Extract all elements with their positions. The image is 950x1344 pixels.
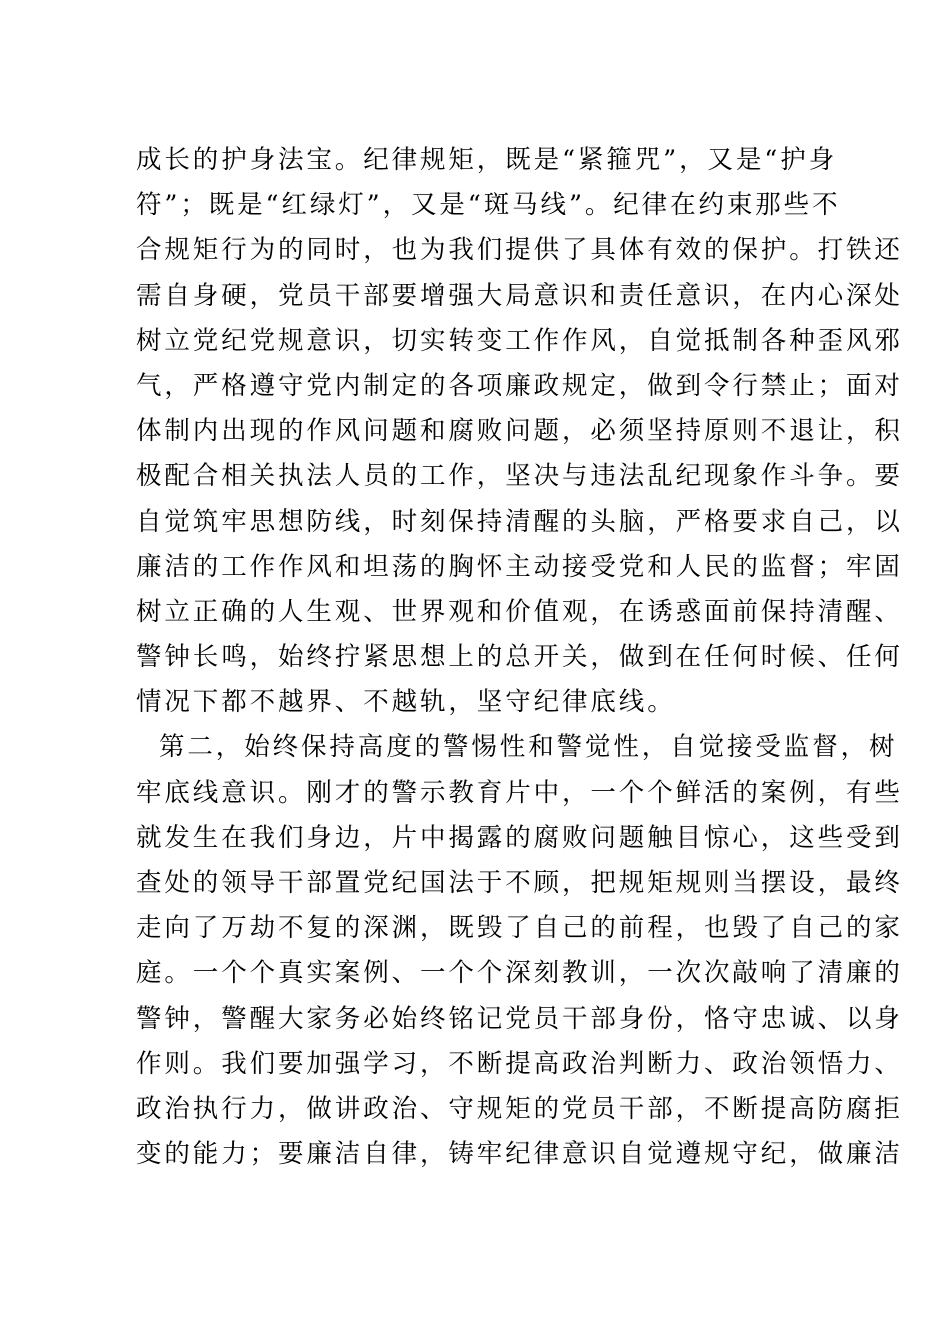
text-line: 符”；既是“红绿灯”，又是“斑马线”。纪律在约束那些不: [136, 190, 841, 221]
text-line: 政治执行力，做讲政治、守规矩的党员干部，不断提高防腐拒: [136, 1093, 903, 1124]
text-line: 第二，始终保持高度的警惕性和警觉性，自觉接受监督，树: [159, 732, 898, 763]
text-line: 合规矩行为的同时，也为我们提供了具体有效的保护。打铁还: [136, 235, 903, 266]
text-line: 需自身硬，党员干部要增强大局意识和责任意识，在内心深处: [136, 280, 903, 311]
text-line: 作则。我们要加强学习，不断提高政治判断力、政治领悟力、: [136, 1048, 903, 1079]
paragraph-1: [136, 138, 903, 725]
text-line: 廉洁的工作作风和坦荡的胸怀主动接受党和人民的监督；牢固: [136, 551, 903, 582]
text-line: 庭。一个个真实案例、一个个深刻教训，一次次敲响了清廉的: [136, 958, 903, 989]
paragraph-2: [136, 725, 903, 1177]
text-line: 情况下都不越界、不越轨，坚守纪律底线。: [136, 687, 676, 718]
text-line: 极配合相关执法人员的工作，坚决与违法乱纪现象作斗争。要: [136, 461, 903, 492]
text-line: 树立党纪党规意识，切实转变工作作风，自觉抵制各种歪风邪: [136, 325, 903, 356]
text-line: 就发生在我们身边，片中揭露的腐败问题触目惊心，这些受到: [136, 822, 903, 853]
body-text: [136, 138, 903, 1177]
text-line: 树立正确的人生观、世界观和价值观，在诱惑面前保持清醒、: [136, 596, 903, 627]
text-line: 警钟长鸣，始终拧紧思想上的总开关，做到在任何时候、任何: [136, 642, 903, 673]
text-line: 体制内出现的作风问题和腐败问题，必须坚持原则不退让，积: [136, 416, 903, 447]
text-line: 气，严格遵守党内制定的各项廉政规定，做到令行禁止；面对: [136, 370, 903, 401]
text-line: 走向了万劫不复的深渊，既毁了自己的前程，也毁了自己的家: [136, 913, 903, 944]
text-line: 查处的领导干部置党纪国法于不顾，把规矩规则当摆设，最终: [136, 868, 903, 898]
text-line: 牢底线意识。刚才的警示教育片中，一个个鲜活的案例，有些: [136, 777, 903, 808]
text-line: 成长的护身法宝。纪律规矩，既是“紧箍咒”，又是“护身: [136, 145, 838, 175]
text-line: 警钟，警醒大家务必始终铭记党员干部身份，恪守忠诚、以身: [136, 1003, 903, 1034]
text-line: 变的能力；要廉洁自律，铸牢纪律意识自觉遵规守纪，做廉洁: [136, 1139, 903, 1170]
text-line: 自觉筑牢思想防线，时刻保持清醒的头脑，严格要求自己，以: [136, 506, 903, 537]
